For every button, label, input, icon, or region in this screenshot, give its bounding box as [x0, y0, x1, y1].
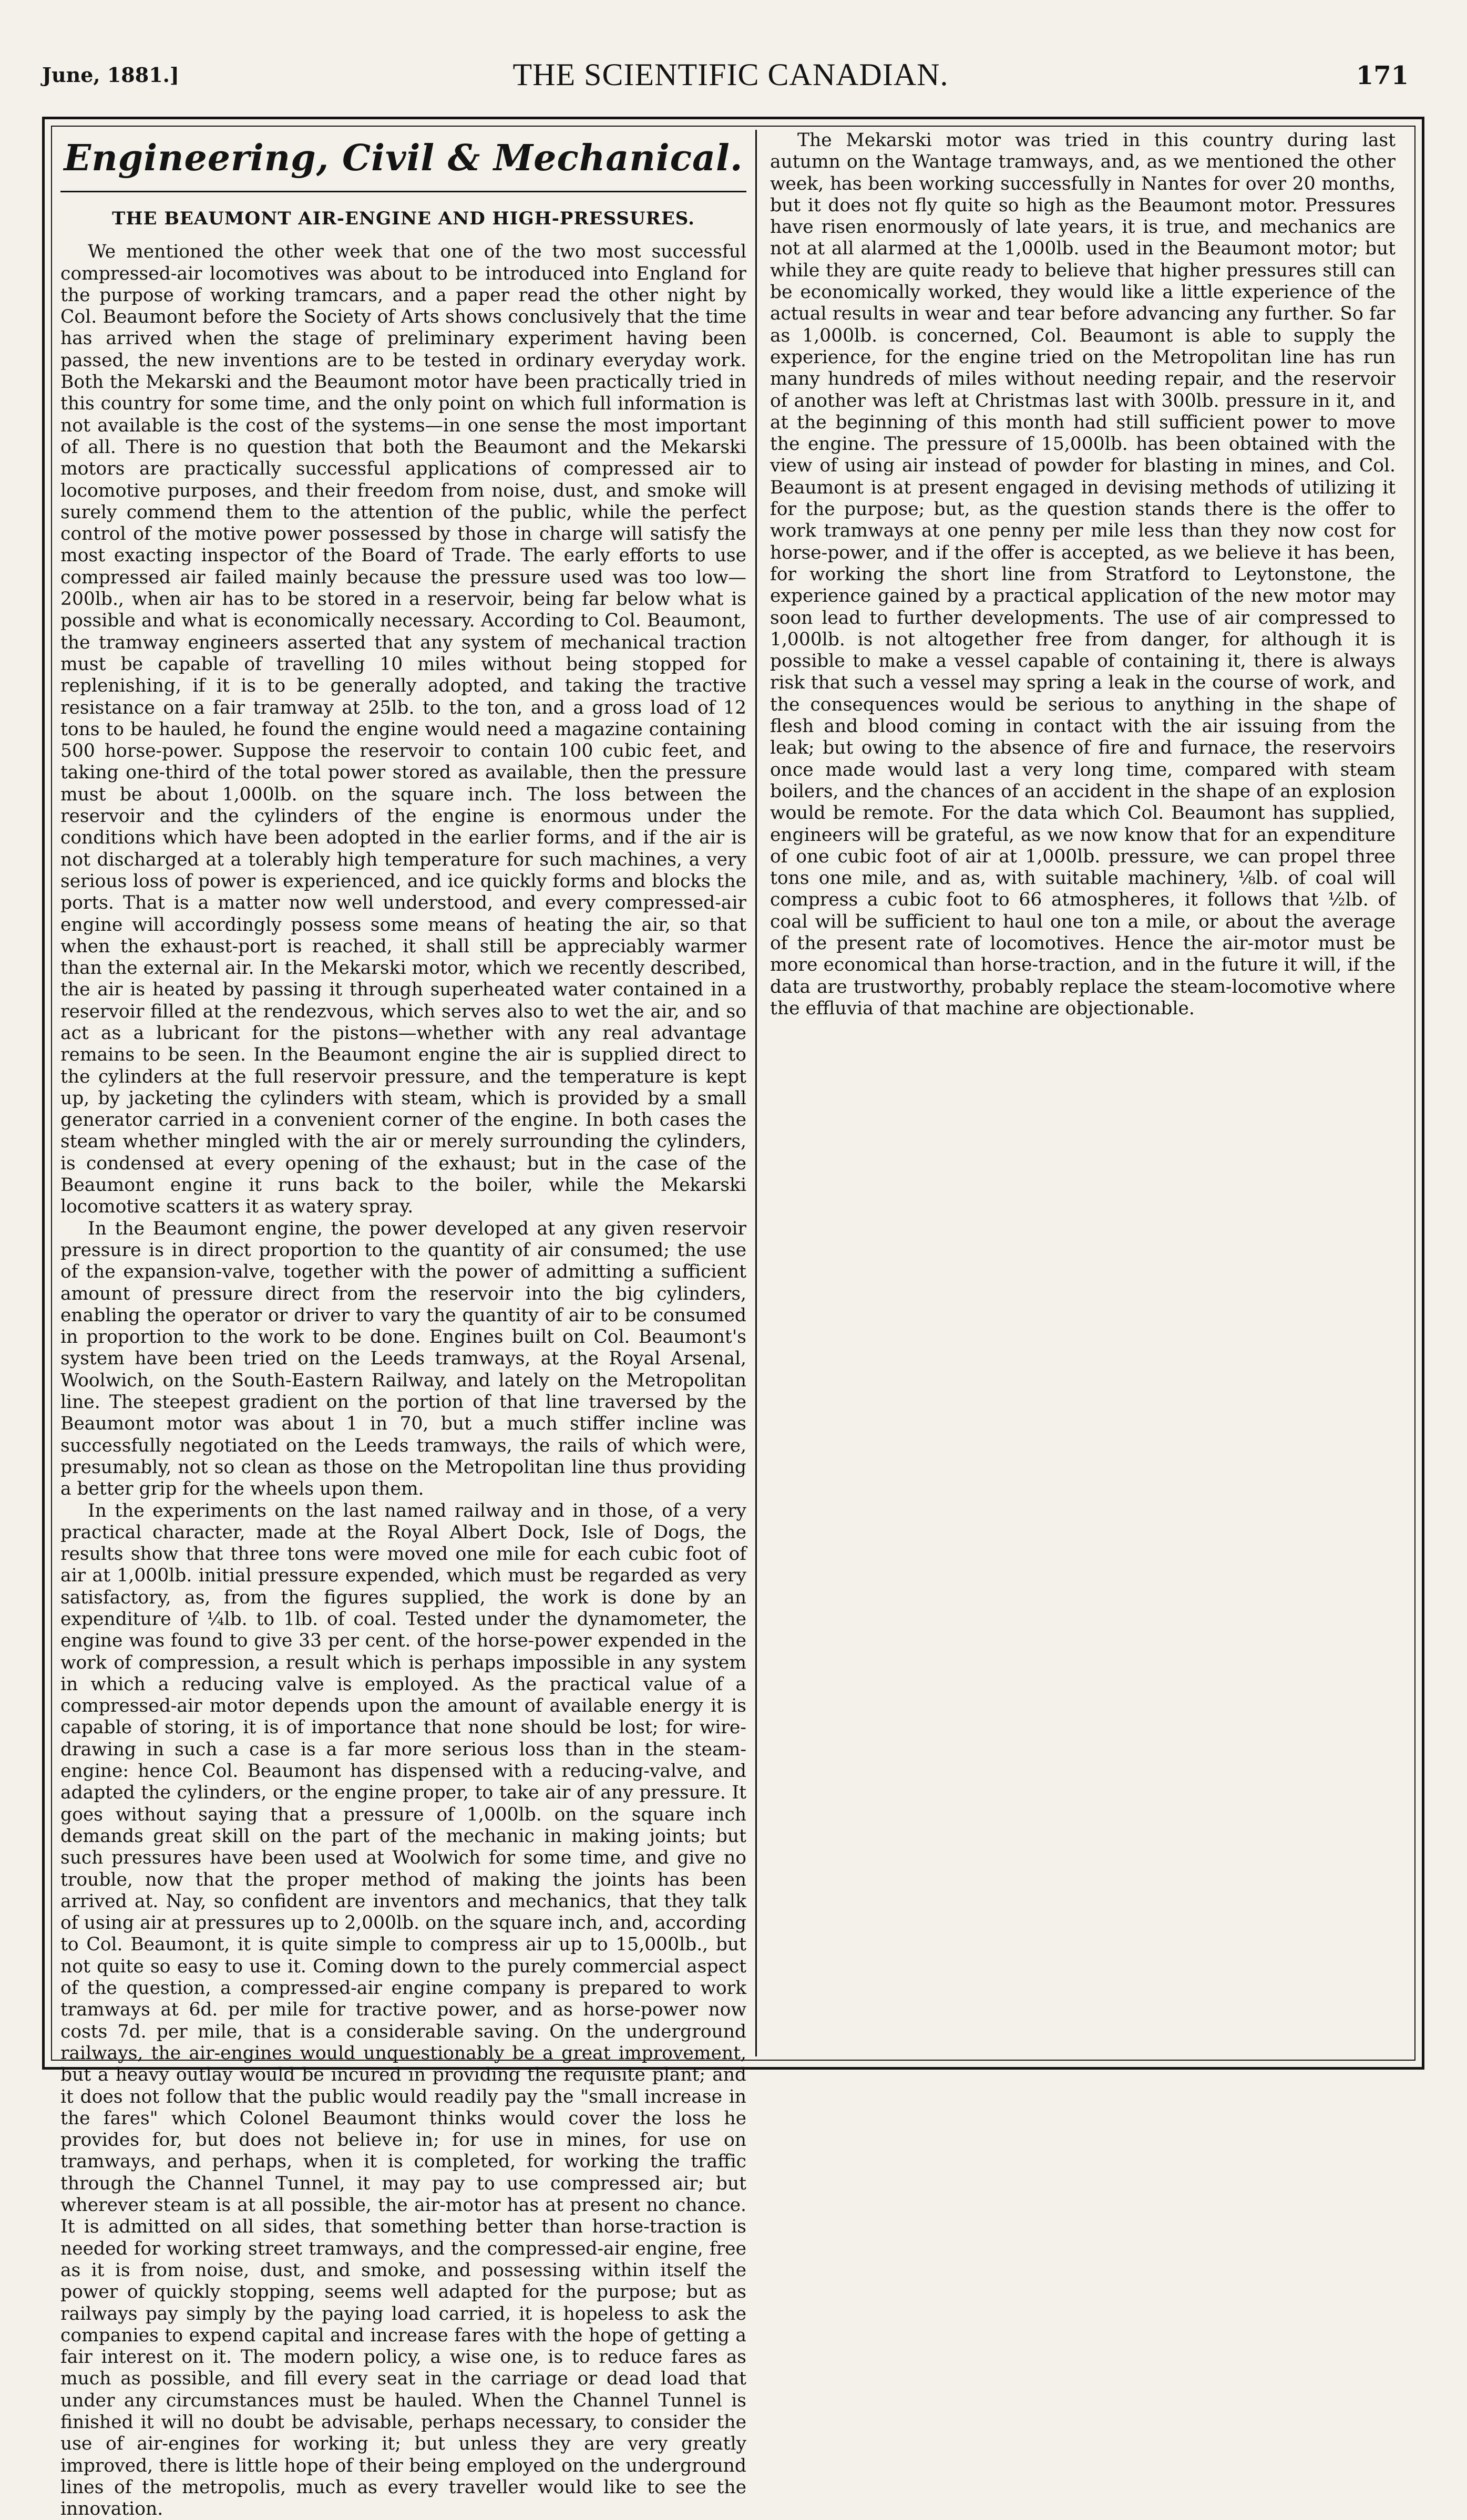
article-frame — [42, 117, 1424, 2520]
column-divider — [755, 130, 757, 2056]
issue-date: June, 1881.] — [42, 63, 179, 87]
article-title: THE BEAUMONT AIR-ENGINE AND HIGH-PRESSURES. — [112, 208, 695, 229]
page-header — [42, 57, 1419, 99]
section-title: Engineering, Civil & Mechanical. — [64, 137, 743, 179]
article-paragraph: We mentioned the other week that one of the two most successful compressed-air locomotives was about to be introduced into England for the purpose of working tramcars, and a paper read the other night by Col. Beaumont before the Society of Arts shows conclusively that the time has arrived when the stage of preliminary experiment having been passed, the new inventions are to be tested in ordinary everyday work. Both the Mekarski and the Beaumont motor have been practically tried in this country for some time, and the only point on which full information is not available is the cost of the systems—in one sense the most important of all. There is no question that both the Beaumont and the Mekarski motors are practically successful applications of compressed air to locomotive purposes, and their freedom from noise, dust, and smoke will surely commend them to the attention of the public, while the perfect control of the motive power possessed by those in charge will satisfy the most exacting inspector of the Board of Trade. The early efforts to use compressed air failed mainly because the pressure used was too low—200lb., when air has to be stored in a reservoir, being far below what is possible and what is economically necessary. According to Col. Beaumont, the tramway engineers asserted that any system of mechanical traction must be capable of travelling 10 miles without being stopped for replenishing, if it is to be generally adopted, and taking the tractive resistance on a fair tramway at 25lb. to the ton, and a gross load of 12 tons to be hauled, he found the engine would need a magazine containing 500 horse-power. Suppose the reservoir to contain 100 cubic feet, and taking one-third of the total power stored as available, then the pressure must be about 1,000lb. on the square inch. The loss between the reservoir and the cylinders of the engine is enormous under the conditions which have been adopted in the earlier forms, and if the air is not discharged at a tolerably high temperature for such machines, a very serious loss of power is experienced, and ice quickly forms and blocks the ports. That is a matter now well understood, and every compressed-air engine will accordingly possess some means of heating the air, so that when the exhaust-port is reached, it shall still be appreciably warmer than the external air. In the Mekarski motor, which we recently described, the air is heated by passing it through superheated water contained in a reservoir filled at the rendezvous, which serves also to wet the air, and so act as a lubricant for the pistons—whether with any real advantage remains to be seen. In the Beaumont engine the air is supplied direct to the cylinders at the full reservoir pressure, and the temperature is kept up, by jacketing the cylinders with steam, which is provided by a small generator carried in a convenient corner of the engine. In both cases the steam whether mingled with the air or merely surrounding the cylinders, is condensed at every opening of the exhaust; but in the case of the Beaumont engine it runs back to the boiler, while the Mekarski locomotive scatters it as watery spray. — [60, 241, 746, 1218]
masthead: THE SCIENTIFIC CANADIAN. — [512, 57, 949, 92]
article-paragraph: The Mekarski motor was tried in this country during last autumn on the Wantage tramways, and, as we mentioned the other week, has been working successfully in Nantes for over 20 months, but it does not fly quite so high as the Beaumont motor. Pressures have risen enormously of late years, it is true, and mechanics are not at all alarmed at the 1,000lb. used in the Beaumont motor; but while they are quite ready to believe that higher pressures still can be economically worked, they would like a little experience of the actual results in wear and tear before advancing any further. So far as 1,000lb. is concerned, Col. Beaumont is able to supply the experience, for the engine tried on the Metropolitan line has run many hundreds of miles without needing repair, and the reservoir of another was left at Christmas last with 300lb. pressure in it, and at the beginning of this month had still sufficient power to move the engine. The pressure of 15,000lb. has been obtained with the view of using air instead of powder for blasting in mines, and Col. Beaumont is at present engaged in devising methods of utilizing it for the purpose; but, as the question stands there is the offer to work tramways at one penny per mile less than they now cost for horse-power, and if the offer is accepted, as we believe it has been, for working the short line from Stratford to Leytonstone, the experience gained by a practical application of the new motor may soon lead to further developments. The use of air compressed to 1,000lb. is not altogether free from danger, for although it is possible to make a vessel capable of containing it, there is always risk that such a vessel may spring a leak in the course of work, and the consequences would be serious to anything in the shape of flesh and blood coming in contact with the air issuing from the leak; but owing to the absence of fire and furnace, the reservoirs once made would last a very long time, compared with steam boilers, and the chances of an accident in the shape of an explosion would be remote. For the data which Col. Beaumont has supplied, engineers will be grateful, as we now know that for an expenditure of one cubic foot of air at 1,000lb. pressure, we can propel three tons one mile, and as, with suitable machinery, ⅛lb. of coal will compress a cubic foot to 66 atmospheres, it follows that ½lb. of coal will be sufficient to haul one ton a mile, or about the average of the present rate of locomotives. Hence the air-motor must be more economical than horse-traction, and in the future it will, if the data are trustworthy, probably replace the steam-locomotive where the effluvia of that machine are objectionable. — [770, 130, 1396, 1019]
page-number: 171 — [1356, 61, 1409, 90]
column-left — [60, 130, 746, 2520]
column-right — [770, 130, 1396, 2056]
article-paragraph: In the experiments on the last named railway and in those, of a very practical character, made at the Royal Albert Dock, Isle of Dogs, the results show that three tons were moved one mile for each cubic foot of air at 1,000lb. initial pressure expended, which must be regarded as very satisfactory, as, from the figures supplied, the work is done by an expenditure of ¼lb. to 1lb. of coal. Tested under the dynamometer, the engine was found to give 33 per cent. of the horse-power expended in the work of compression, a result which is perhaps impossible in any system in which a reducing valve is employed. As the practical value of a compressed-air motor depends upon the amount of available energy it is capable of storing, it is of importance that none should be lost; for wire-drawing in such a case is a far more serious loss than in the steam-engine: hence Col. Beaumont has dispensed with a reducing-valve, and adapted the cylinders, or the engine proper, to take air of any pressure. It goes without saying that a pressure of 1,000lb. on the square inch demands great skill on the part of the mechanic in making joints; but such pressures have been used at Woolwich for some time, and give no trouble, now that the proper method of making the joints has been arrived at. Nay, so confident are inventors and mechanics, that they talk of using air at pressures up to 2,000lb. on the square inch, and, according to Col. Beaumont, it is quite simple to compress air up to 15,000lb., but not quite so easy to use it. Coming down to the purely commercial aspect of the question, a compressed-air engine company is prepared to work tramways at 6d. per mile for tractive power, and as horse-power now costs 7d. per mile, that is a considerable saving. On the underground railways, the air-engines would unquestionably be a great improvement, but a heavy outlay would be incured in providing the requisite plant; and it does not follow that the public would readily pay the "small increase in the fares" which Colonel Beaumont thinks would cover the loss he provides for, but does not believe in; for use in mines, for use on tramways, and perhaps, when it is completed, for working the traffic through the Channel Tunnel, it may pay to use compressed air; but wherever steam is at all possible, the air-motor has at present no chance. It is admitted on all sides, that something better than horse-traction is needed for working street tramways, and the compressed-air engine, free as it is from noise, dust, and smoke, and possessing within itself the power of quickly stopping, seems well adapted for the purpose; but as railways pay simply by the paying load carried, it is hopeless to ask the companies to expend capital and increase fares with the hope of getting a fair interest on it. The modern policy, a wise one, is to reduce fares as much as possible, and fill every seat in the carriage or dead load that under any circumstances must be hauled. When the Channel Tunnel is finished it will no doubt be advisable, perhaps necessary, to consider the use of air-engines for working it; but unless they are very greatly improved, there is little hope of their being employed on the underground lines of the metropolis, much as every traveller would like to see the innovation. — [60, 1500, 746, 2520]
article-paragraph: In the Beaumont engine, the power developed at any given reservoir pressure is in direct proportion to the quantity of air consumed; the use of the expansion-valve, together with the power of admitting a sufficient amount of pressure direct from the reservoir into the big cylinders, enabling the operator or driver to vary the quantity of air to be consumed in proportion to the work to be done. Engines built on Col. Beaumont's system have been tried on the Leeds tramways, at the Royal Arsenal, Woolwich, on the South-Eastern Railway, and lately on the Metropolitan line. The steepest gradient on the portion of that line traversed by the Beaumont motor was about 1 in 70, but a much stiffer incline was successfully negotiated on the Leeds tramways, the rails of which were, presumably, not so clean as those on the Metropolitan line thus providing a better grip for the wheels upon them. — [60, 1218, 746, 1500]
section-rule — [60, 191, 746, 192]
